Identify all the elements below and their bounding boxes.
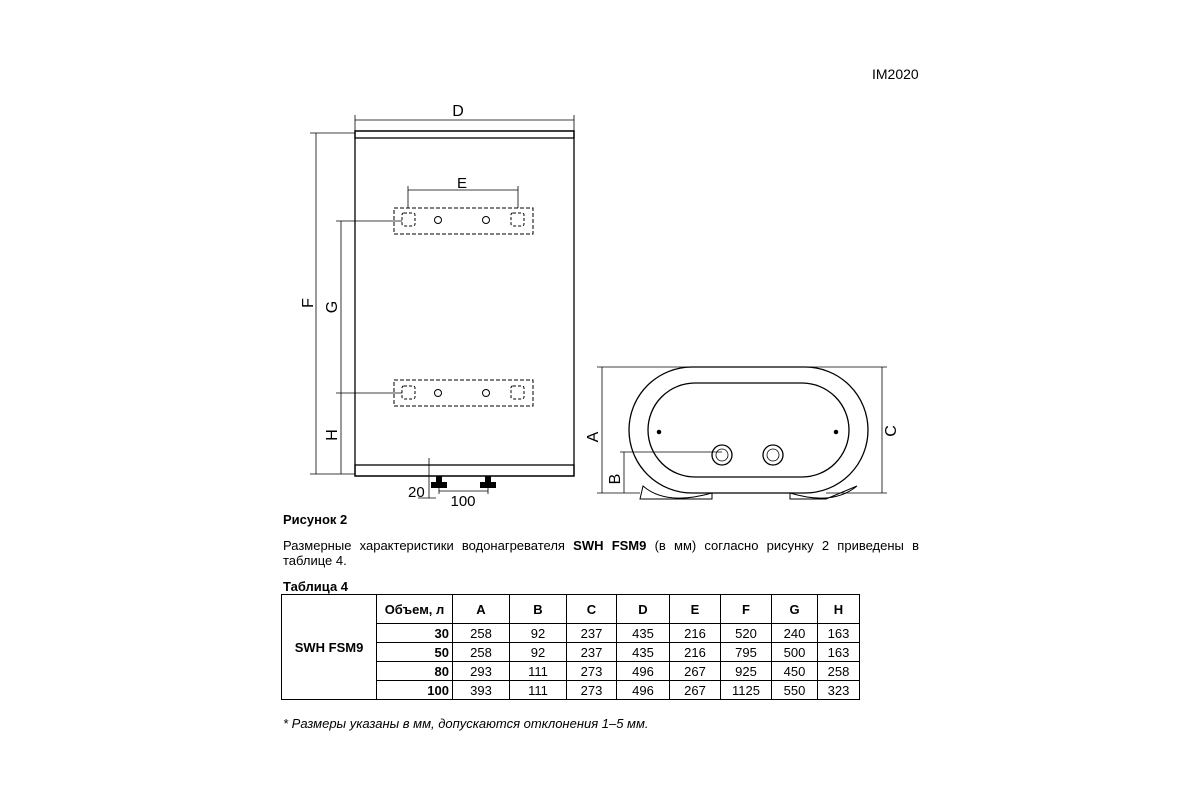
value-cell-b: 111 [510, 681, 567, 700]
table-header-row [282, 595, 860, 624]
value-cell-h: 163 [818, 643, 860, 662]
top-view-inner [648, 383, 849, 477]
label-A: A [585, 431, 602, 443]
dimensions-table [281, 594, 860, 700]
description-text [283, 538, 919, 568]
model-cell: SWH FSM9 [282, 595, 377, 700]
value-cell-e: 216 [670, 624, 721, 643]
value-cell-d: 496 [617, 681, 670, 700]
value-cell-f: 520 [721, 624, 772, 643]
volume-cell: 50 [377, 643, 453, 662]
value-cell-a: 393 [453, 681, 510, 700]
description-after: (в мм) согласно рисунку 2 приведены в таблице 4. [283, 538, 919, 568]
column-header-e: E [670, 595, 721, 624]
description-model: SWH FSM9 [573, 538, 647, 553]
value-cell-g: 450 [772, 662, 818, 681]
value-cell-h: 323 [818, 681, 860, 700]
value-cell-d: 435 [617, 624, 670, 643]
table-caption: Таблица 4 [283, 579, 349, 594]
value-cell-c: 237 [567, 643, 617, 662]
value-cell-g: 240 [772, 624, 818, 643]
value-cell-d: 435 [617, 643, 670, 662]
value-cell-e: 267 [670, 662, 721, 681]
label-20: 20 [408, 484, 425, 501]
volume-cell: 100 [377, 681, 453, 700]
column-header-a: A [453, 595, 510, 624]
inlet-pipe [436, 476, 442, 482]
label-G: G [324, 300, 341, 314]
footnote: * Размеры указаны в мм, допускаются отклонения 1–5 мм. [283, 716, 649, 731]
value-cell-b: 92 [510, 643, 567, 662]
outlet-connection [763, 445, 783, 465]
column-header-h: H [818, 595, 860, 624]
value-cell-b: 92 [510, 624, 567, 643]
label-100: 100 [450, 493, 476, 510]
label-F: F [300, 298, 317, 308]
value-cell-g: 500 [772, 643, 818, 662]
top-view-outer [629, 367, 868, 493]
value-cell-b: 111 [510, 662, 567, 681]
value-cell-h: 163 [818, 624, 860, 643]
value-cell-h: 258 [818, 662, 860, 681]
volume-cell: 30 [377, 624, 453, 643]
bottom-cap [355, 465, 574, 476]
value-cell-g: 550 [772, 681, 818, 700]
outlet-pipe [485, 476, 491, 482]
table-body [282, 595, 860, 700]
value-cell-f: 795 [721, 643, 772, 662]
value-cell-f: 925 [721, 662, 772, 681]
column-header-g: G [772, 595, 818, 624]
column-header-d: D [617, 595, 670, 624]
label-E: E [456, 175, 468, 192]
value-cell-a: 293 [453, 662, 510, 681]
label-D: D [452, 103, 464, 120]
inlet-connection [712, 445, 732, 465]
value-cell-d: 496 [617, 662, 670, 681]
column-header-c: C [567, 595, 617, 624]
label-B: B [607, 473, 624, 485]
label-C: C [883, 425, 900, 437]
top-view-dimensions [597, 367, 887, 493]
value-cell-f: 1125 [721, 681, 772, 700]
column-header-f: F [721, 595, 772, 624]
value-cell-e: 216 [670, 643, 721, 662]
label-H: H [324, 429, 341, 441]
value-cell-c: 273 [567, 681, 617, 700]
value-cell-a: 258 [453, 624, 510, 643]
top-cap [355, 131, 574, 138]
volume-cell: 80 [377, 662, 453, 681]
figure-caption: Рисунок 2 [283, 512, 348, 527]
value-cell-c: 237 [567, 624, 617, 643]
volume-header: Объем, л [377, 595, 453, 624]
description-before: Размерные характеристики водонагревателя [283, 538, 574, 553]
value-cell-e: 267 [670, 681, 721, 700]
value-cell-a: 258 [453, 643, 510, 662]
top-view [629, 367, 868, 499]
document-code: IM2020 [872, 66, 919, 82]
value-cell-c: 273 [567, 662, 617, 681]
column-header-b: B [510, 595, 567, 624]
front-dimensions [310, 115, 574, 498]
